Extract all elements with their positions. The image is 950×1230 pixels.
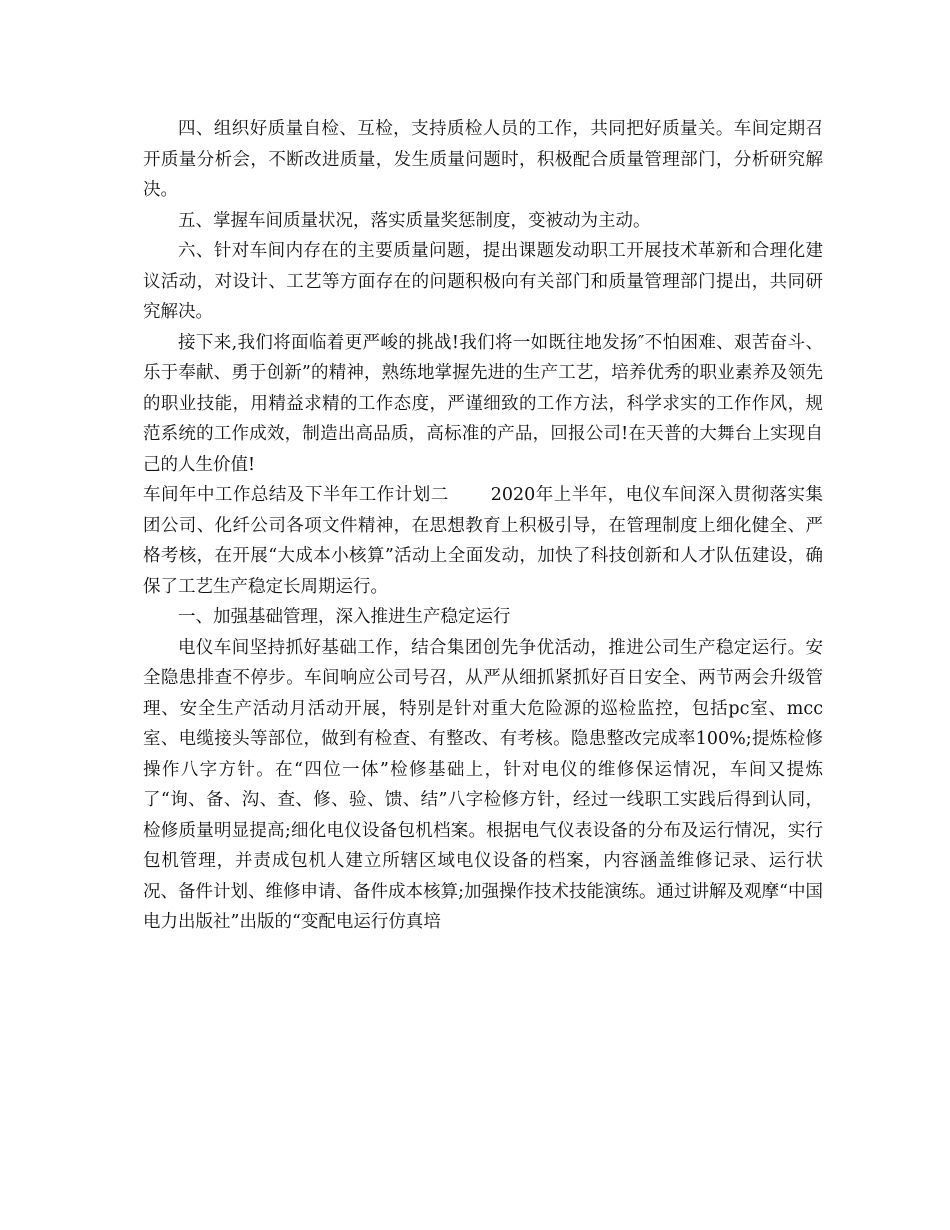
document-body (143, 114, 823, 938)
section-heading-basic-management: 一、加强基础管理，深入推进生产稳定运行 (178, 607, 511, 627)
paragraph-basic-work: 电仪车间坚持抓好基础工作，结合集团创先争优活动，推进公司生产稳定运行。安全隐患排查不停步。车间响应公司号召，从严从细抓紧抓好百日安全、两节两会升级管理、安全生产活动月活动开展，特别是针对重大危险源的巡检监控，包括pc室、mcc室、电缆接头等部位，做到有检查、有整改、有考核。隐患整改完成率100%;提炼检修操作八字方针。在“四位一体”检修基础上，针对电仪的维修保运情况，车间又提炼了“询、备、沟、查、修、验、馈、结”八字检修方针，经过一线职工实践后得到认同，检修质量明显提高;细化电仪设备包机档案。根据电气仪表设备的分布及运行情况，实行包机管理，并责成包机人建立所辖区域电仪设备的档案，内容涵盖维修记录、运行状况、备件计划、维修申请、备件成本核算;加强操作技术技能演练。通过讲解及观摩“中国电力出版社”出版的“变配电运行仿真培 (143, 637, 823, 932)
paragraph-quality-problems: 六、针对车间内存在的主要质量问题，提出课题发动职工开展技术革新和合理化建议活动，对设计、工艺等方面存在的问题积极向有关部门和质量管理部门提出，共同研究解决。 (143, 241, 823, 322)
paragraph-section-two-intro: 车间年中工作总结及下半年工作计划二 2020年上半年，电仪车间深入贯彻落实集团公司、化纤公司各项文件精神，在思想教育上积极引导，在管理制度上细化健全、严格考核，在开展“大成本小核算”活动上全面发动，加快了科技创新和人才队伍建设，确保了工艺生产稳定长周期运行。 (143, 485, 823, 597)
paragraph-challenge: 接下来,我们将面临着更严峻的挑战!我们将一如既往地发扬″不怕困难、艰苦奋斗、乐于奉献、勇于创新”的精神，熟练地掌握先进的生产工艺，培养优秀的职业素养及领先的职业技能，用精益求精的工作态度，严谨细致的工作方法，科学求实的工作作风，规范系统的工作成效，制造出高品质，高标准的产品，回报公司!在天普的大舞台上实现自己的人生价值! (143, 332, 823, 475)
paragraph-quality-status: 五、掌握车间质量状况，落实质量奖惩制度，变被动为主动。 (178, 210, 651, 231)
paragraph-quality-inspection: 四、组织好质量自检、互检，支持质检人员的工作，共同把好质量关。车间定期召开质量分析会，不断改进质量，发生质量问题时，积极配合质量管理部门，分析研究解决。 (143, 119, 823, 200)
